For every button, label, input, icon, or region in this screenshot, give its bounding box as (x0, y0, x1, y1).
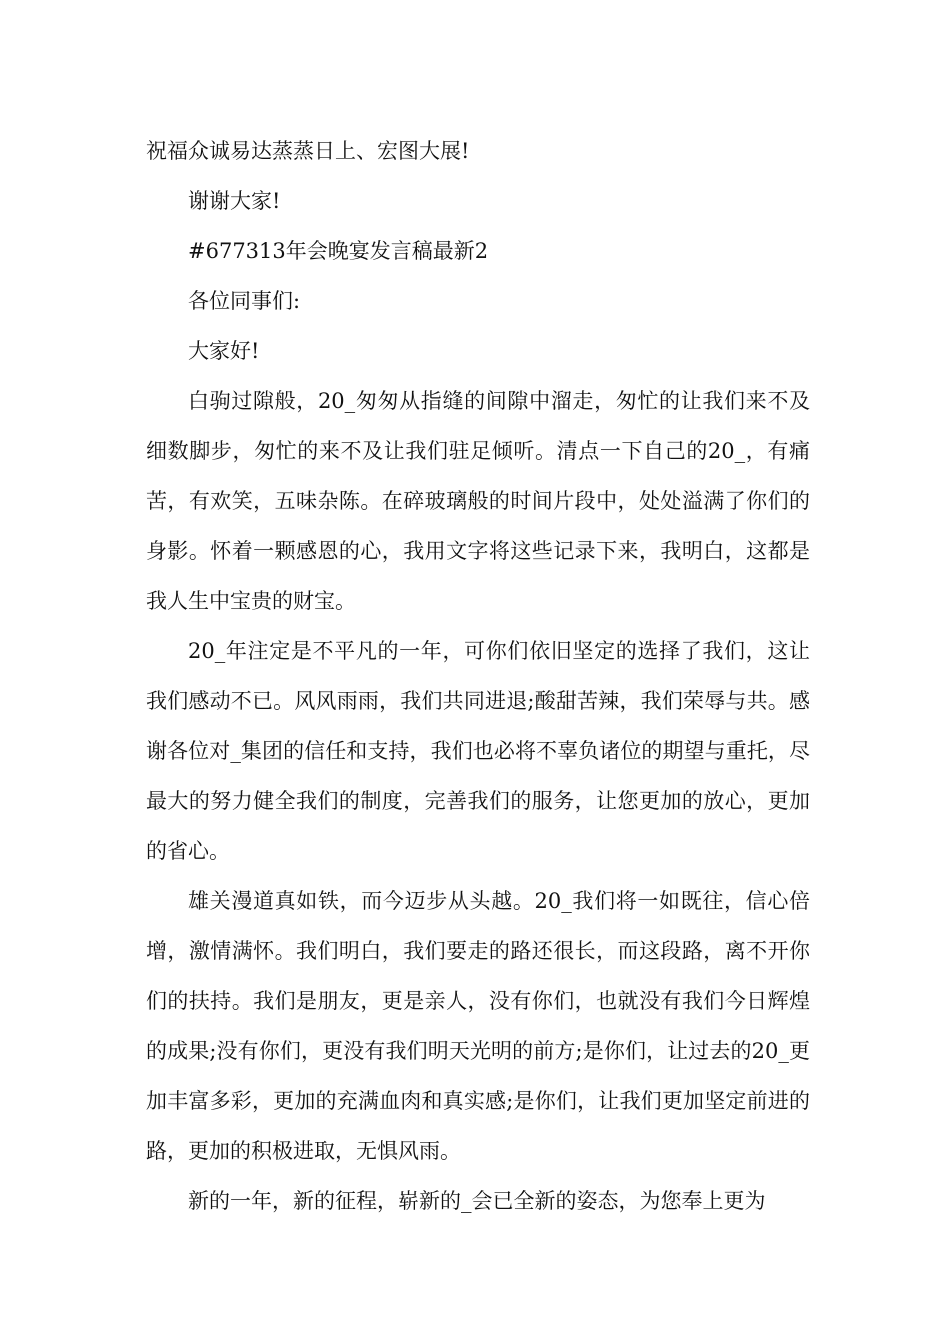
paragraph-time-passing: 白驹过隙般，20_匆匆从指缝的间隙中溜走，匆忙的让我们来不及细数脚步，匆忙的来不及让我们驻足倾听。清点一下自己的20_，有痛苦，有欢笑，五味杂陈。在碎玻璃般的时间片段中，处处溢满了你们的身影。怀着一颗感恩的心，我用文字将这些记录下来，我明白，这都是我人生中宝贵的财宝。 (146, 389, 810, 613)
document-body (146, 126, 810, 1226)
paragraph-new-year: 新的一年，新的征程，崭新的_会已全新的姿态，为您奉上更为 (188, 1189, 766, 1213)
paragraph-gratitude: 20_年注定是不平凡的一年，可你们依旧坚定的选择了我们，这让我们感动不已。风风雨雨，我们共同进退;酸甜苦辣，我们荣辱与共。感谢各位对_集团的信任和支持，我们也必将不辜负诸位的期望与重托，尽最大的努力健全我们的制度，完善我们的服务，让您更加的放心，更加的省心。 (146, 639, 810, 863)
paragraph-future: 雄关漫道真如铁，而今迈步从头越。20_我们将一如既往，信心倍增，激情满怀。我们明白，我们要走的路还很长，而这段路，离不开你们的扶持。我们是朋友，更是亲人，没有你们，也就没有我们今日辉煌的成果;没有你们，更没有我们明天光明的前方;是你们，让过去的20_更加丰富多彩，更加的充满血肉和真实感;是你们，让我们更加坚定前进的路，更加的积极进取，无惧风雨。 (146, 889, 810, 1163)
blessing-line: 祝福众诚易达蒸蒸日上、宏图大展! (146, 139, 470, 163)
section-heading: #677313年会晚宴发言稿最新2 (188, 239, 489, 263)
greeting-line: 大家好! (188, 339, 260, 363)
salutation-line: 各位同事们: (188, 289, 301, 313)
thanks-line: 谢谢大家! (188, 189, 281, 213)
